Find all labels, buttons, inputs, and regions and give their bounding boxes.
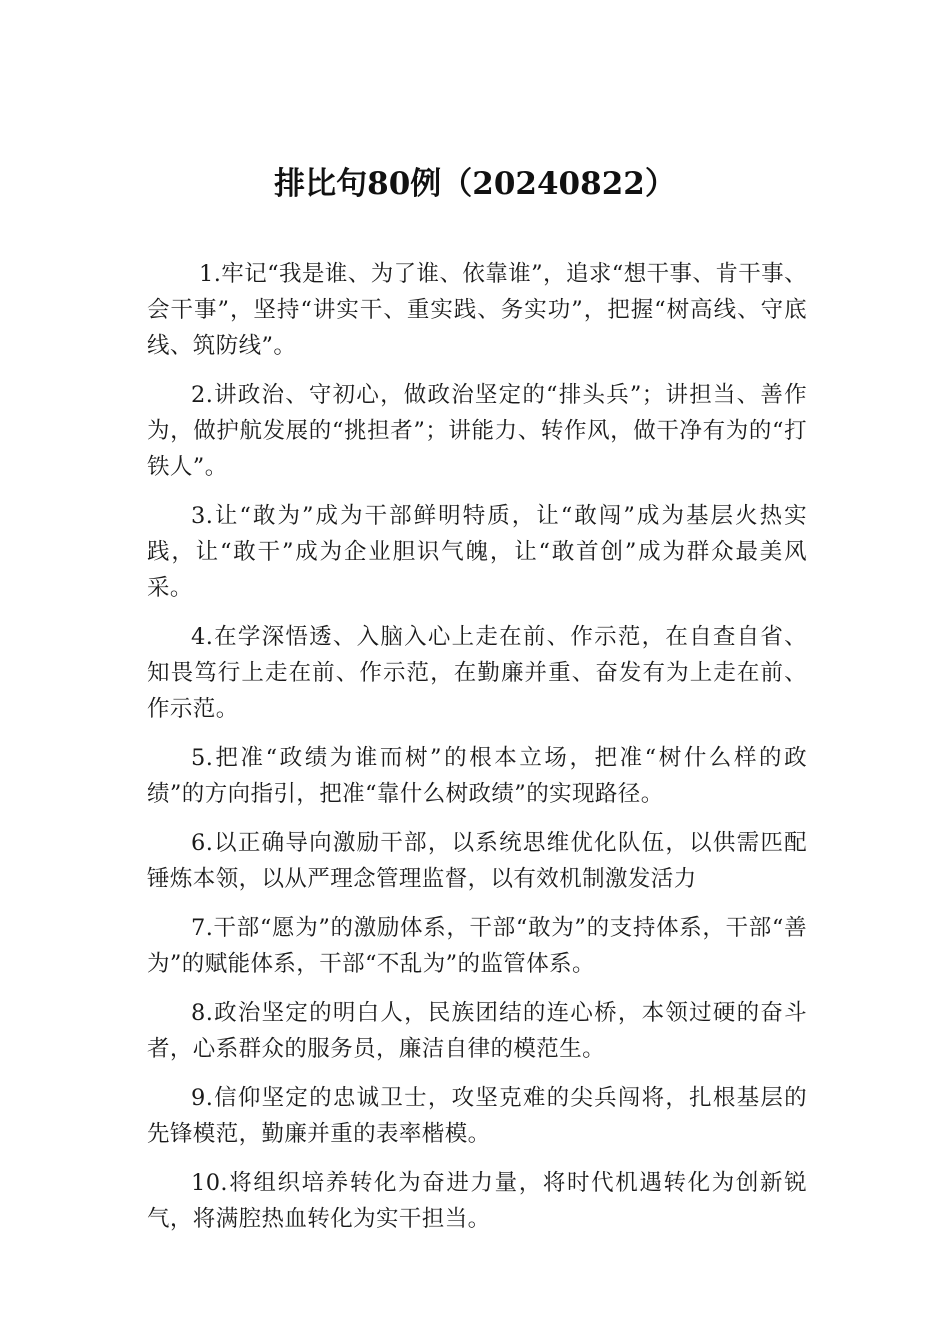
paragraph-4: 4.在学深悟透、入脑入心上走在前、作示范，在自查自省、知畏笃行上走在前、作示范，在勤廉并重、奋发有为上走在前、作示范。 [147, 624, 807, 722]
paragraph-9: 9.信仰坚定的忠诚卫士，攻坚克难的尖兵闯将，扎根基层的先锋模范，勤廉并重的表率楷模。 [147, 1085, 807, 1147]
paragraph-5: 5.把准“政绩为谁而树”的根本立场，把准“树什么样的政绩”的方向指引，把准“靠什么树政绩”的实现路径。 [147, 745, 807, 807]
paragraph-3: 3.让“敢为”成为干部鲜明特质，让“敢闯”成为基层火热实践，让“敢干”成为企业胆识气魄，让“敢首创”成为群众最美风采。 [147, 503, 807, 601]
paragraph-10: 10.将组织培养转化为奋进力量，将时代机遇转化为创新锐气，将满腔热血转化为实干担当。 [147, 1170, 807, 1232]
document-title: 排比句80例（20240822） [274, 166, 676, 202]
paragraph-6: 6.以正确导向激励干部，以系统思维优化队伍，以供需匹配锤炼本领，以从严理念管理监督，以有效机制激发活力 [147, 830, 807, 892]
paragraph-8: 8.政治坚定的明白人，民族团结的连心桥，本领过硬的奋斗者，心系群众的服务员，廉洁自律的模范生。 [147, 1000, 807, 1062]
document-body [147, 256, 807, 1250]
paragraph-1: 1.牢记“我是谁、为了谁、依靠谁”，追求“想干事、肯干事、会干事”，坚持“讲实干、重实践、务实功”，把握“树高线、守底线、筑防线”。 [147, 261, 807, 359]
paragraph-7: 7.干部“愿为”的激励体系，干部“敢为”的支持体系，干部“善为”的赋能体系，干部“不乱为”的监管体系。 [147, 915, 807, 977]
paragraph-2: 2.讲政治、守初心，做政治坚定的“排头兵”；讲担当、善作为，做护航发展的“挑担者”；讲能力、转作风，做干净有为的“打铁人”。 [147, 382, 807, 480]
